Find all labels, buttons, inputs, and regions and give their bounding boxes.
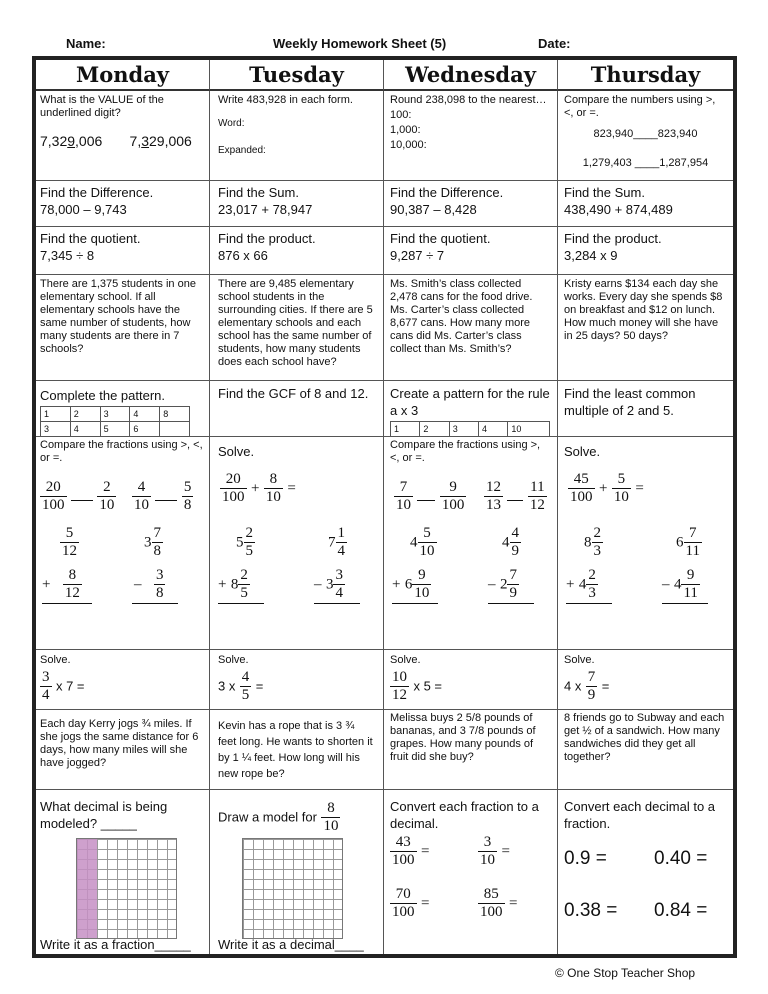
name-label: Name: <box>66 36 106 51</box>
r3-thu: Find the product. 3,284 x 9 <box>558 227 733 275</box>
mon-addition-2: + $\frac{8}{12}$ <box>42 567 80 601</box>
date-label: Date: <box>538 36 571 51</box>
r3-mon: Find the quotient. 7,345 ÷ 8 <box>36 227 210 275</box>
r9-tue: Draw a model for $\frac{8}{10}$ Write it as a decimal____ <box>210 790 384 954</box>
pattern-table: 1 2 3 4 8 3 4 5 6 <box>40 406 190 437</box>
write-fraction-label: Write it as a fraction_____ <box>40 937 191 952</box>
r6-tue: Solve. $\frac{20}{100}$ + $\frac{8}{10}$ = 5 $\frac{2}{5}$ + 8 $\frac{2}{5}$ 7 $\frac{1}{4}$ – 3 $\frac{3}{4}$ <box>210 437 384 650</box>
place-value-numbers: 7,329,006 7,329,006 <box>40 133 192 149</box>
round-1000: 1,000: <box>390 124 421 136</box>
r5-tue: Find the GCF of 8 and 12. <box>210 381 384 437</box>
draw-model-question: Draw a model for <box>218 809 317 825</box>
day-tuesday: Tuesday <box>210 60 384 91</box>
r2-wed: Find the Difference. 90,387 – 8,428 <box>384 181 558 227</box>
convert-decimal-question: Convert each decimal to a fraction. <box>564 799 716 831</box>
day-monday: Monday <box>36 60 210 91</box>
r1-thu <box>558 91 733 181</box>
r6-mon: Compare the fractions using >, <, or =. $\frac{20}{100}$ $\frac{2}{10}$ $\frac{4}{10}$ $\frac{5}{8}$ $\frac{5}{12}$ + $\frac{8}{12}$ 3 $\frac{7}{8}$ – $\frac{3}{8}$ <box>36 437 210 650</box>
r1-tue <box>210 91 384 181</box>
solve-label: Solve. <box>218 444 255 459</box>
r9-wed: Convert each fraction to a decimal. $\frac{43}{100}$ = $\frac{3}{10}$ = $\frac{70}{100}$ = $\frac{85}{100}$ = <box>384 790 558 954</box>
r7-wed: Solve. $\frac{10}{12}$ x 5 = <box>384 650 558 710</box>
pattern-question: Complete the pattern. <box>40 388 166 403</box>
r3-tue: Find the product. 876 x 66 <box>210 227 384 275</box>
sheet-title: Weekly Homework Sheet (5) <box>273 36 447 51</box>
r7-mon: Solve. $\frac{3}{4}$ x 7 = <box>36 650 210 710</box>
r2-tue: Find the Sum. 23,017 + 78,947 <box>210 181 384 227</box>
mon-addition: $\frac{5}{12}$ <box>62 525 77 559</box>
decimal-3: 0.38 = <box>564 900 618 921</box>
r7-tue: Solve. 3 x $\frac{4}{5}$ = <box>210 650 384 710</box>
solve-mult-label-3: Solve. <box>390 654 421 666</box>
r3-wed: Find the quotient. 9,287 ÷ 7 <box>384 227 558 275</box>
round-10000: 10,000: <box>390 139 427 151</box>
solve-mult-label-4: Solve. <box>564 654 595 666</box>
compare-1: 823,940____823,940 <box>593 128 698 140</box>
convert-fraction-question: Convert each fraction to a decimal. <box>390 799 539 831</box>
decimal-1: 0.9 = <box>564 848 607 869</box>
r2-mon: Find the Difference. 78,000 – 9,743 <box>36 181 210 227</box>
decimal-4: 0.84 = <box>654 900 708 921</box>
r5-wed <box>384 381 558 437</box>
r8-thu: 8 friends go to Subway and each get ½ of a sandwich. How many sandwiches did they get all together? <box>558 710 733 790</box>
mon-subtraction: 3 $\frac{7}{8}$ <box>144 525 161 559</box>
day-wednesday: Wednesday <box>384 60 558 91</box>
r9-thu <box>558 790 733 954</box>
r8-wed: Melissa buys 2 5/8 pounds of bananas, and 3 7/8 pounds of grapes. How many pounds of fruit did she buy? <box>384 710 558 790</box>
blank-hundreds-grid[interactable] <box>242 838 343 939</box>
r4-tue: There are 9,485 elementary school students in the surrounding cities. If there are 5 elementary schools and each school has the same number of students, how many students does each school have? <box>210 275 384 381</box>
r1-mon <box>36 91 210 181</box>
r5-mon <box>36 381 210 437</box>
word-form-label: Word: <box>218 118 245 129</box>
round-100: 100: <box>390 109 412 121</box>
solve-mult-label-2: Solve. <box>218 654 249 666</box>
r5-thu: Find the least common multiple of 2 and 5. <box>558 381 733 437</box>
rule-question: Create a pattern for the rule a x 3 <box>390 386 550 418</box>
solve-label-2: Solve. <box>564 444 601 459</box>
compare-2: 1,279,403 ____1,287,954 <box>582 157 709 169</box>
compare-fractions-question-2: Compare the fractions using >, <, or =. <box>390 439 541 464</box>
r8-tue: Kevin has a rope that is 3 ¾ feet long. He wants to shorten it by 1 ¼ feet. How long will his new rope be? <box>210 710 384 790</box>
r4-wed: Ms. Smith’s class collected 2,478 cans for the food drive. Ms. Carter’s class collected 8,677 cans. How many more cans did Ms. Carter’s class collect than Ms. Smith’s? <box>384 275 558 381</box>
rounding-question: Round 238,098 to the nearest… <box>390 94 547 106</box>
write-decimal-label: Write it as a decimal____ <box>218 937 364 952</box>
expanded-form-label: Expanded: <box>218 145 266 156</box>
r8-mon: Each day Kerry jogs ¾ miles. If she jogs the same distance for 6 days, how many miles will she have jogged? <box>36 710 210 790</box>
compare-question: Compare the numbers using >, <, or =. <box>564 94 716 119</box>
day-thursday: Thursday <box>558 60 733 91</box>
solve-mult-label: Solve. <box>40 654 71 666</box>
compare-fractions-question: Compare the fractions using >, <, or =. <box>40 439 203 464</box>
shaded-region <box>77 839 97 938</box>
r4-mon: There are 1,375 students in one elementary school. If all elementary schools have the same number of students, how many students are there in 7 schools? <box>36 275 210 381</box>
copyright-footer: © One Stop Teacher Shop <box>555 966 696 980</box>
rule-table: 1 2 3 4 10 <box>390 421 550 437</box>
hundreds-grid-model <box>76 838 177 939</box>
r6-wed: Compare the fractions using >, <, or =. $\frac{7}{10}$ $\frac{9}{100}$ $\frac{12}{13}$ $\frac{11}{12}$ 4 $\frac{5}{10}$ + 6 $\frac{9}{10}$ 4 $\frac{4}{9}$ – 2 $\frac{7}{9}$ <box>384 437 558 650</box>
place-value-question: What is the VALUE of the underlined digit? <box>40 94 164 119</box>
r4-thu: Kristy earns $134 each day she works. Every day she spends $8 on breakfast and $12 on lunch. How much money will she have in 25 days? 50 days? <box>558 275 733 381</box>
homework-sheet <box>32 56 737 958</box>
r6-thu: Solve. $\frac{45}{100}$ + $\frac{5}{10}$ = 8 $\frac{2}{3}$ + 4 $\frac{2}{3}$ 6 $\frac{7}{11}$ – 4 $\frac{9}{11}$ <box>558 437 733 650</box>
r2-thu: Find the Sum. 438,490 + 874,489 <box>558 181 733 227</box>
r1-wed <box>384 91 558 181</box>
r9-mon <box>36 790 210 954</box>
decimal-2: 0.40 = <box>654 848 708 869</box>
forms-question: Write 483,928 in each form. <box>218 94 353 106</box>
r7-thu: Solve. 4 x $\frac{7}{9}$ = <box>558 650 733 710</box>
decimal-model-question: What decimal is being modeled? _____ <box>40 799 168 831</box>
